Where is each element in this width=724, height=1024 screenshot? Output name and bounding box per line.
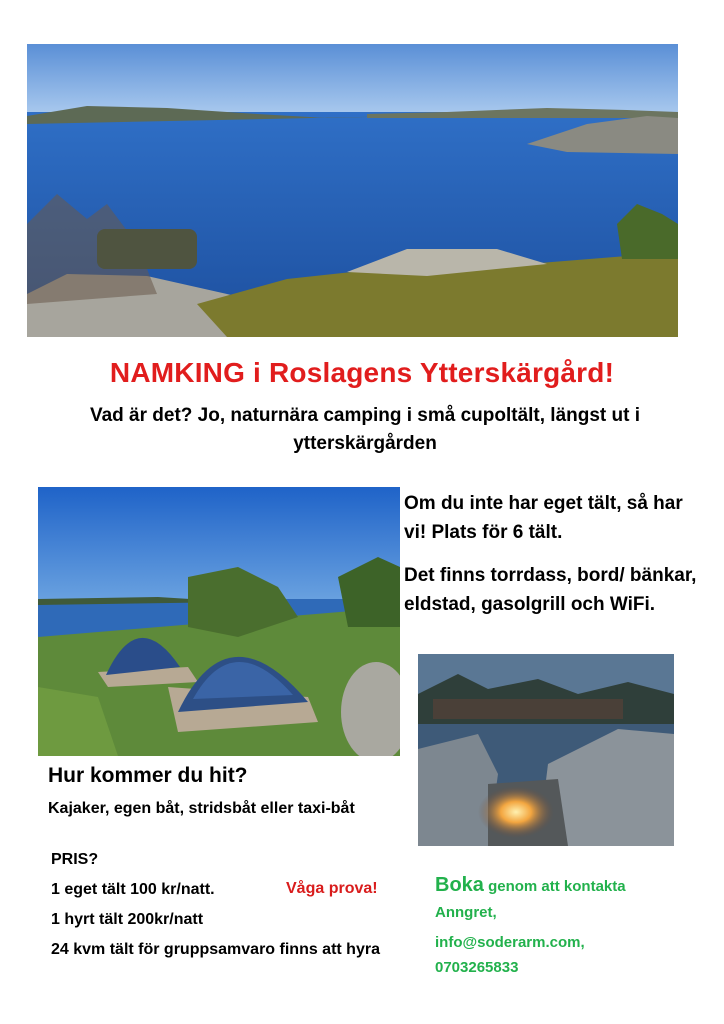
price-heading: PRIS? bbox=[51, 851, 99, 868]
contact-details bbox=[435, 930, 705, 980]
own-tent-info: Om du inte har eget tält, så har vi! Plats för 6 tält. bbox=[404, 493, 683, 543]
booking-word: Boka bbox=[435, 874, 484, 896]
price-group-tent: 24 kvm tält för gruppsamvaro finns att hyra bbox=[51, 941, 380, 958]
dare-to-try-callout: Våga prova! bbox=[286, 880, 378, 897]
booking-info bbox=[435, 872, 705, 926]
facilities-info: Det finns torrdass, bord/ bänkar, eldstad, gasolgrill och WiFi. bbox=[404, 565, 697, 615]
how-to-get-here-heading: Hur kommer du hit? bbox=[48, 764, 248, 787]
how-to-get-here-text: Kajaker, egen båt, stridsbåt eller taxi-båt bbox=[48, 800, 355, 817]
price-rented-tent: 1 hyrt tält 200kr/natt bbox=[51, 911, 204, 928]
contact-phone[interactable]: 0703265833 bbox=[435, 959, 519, 976]
page-subtitle: Vad är det? Jo, naturnära camping i små cupoltält, längst ut i ytterskärgården bbox=[89, 405, 641, 454]
campfire-photo bbox=[418, 654, 674, 846]
booking-text: genom att kontakta bbox=[488, 878, 626, 895]
booking-contact-name: Anngret, bbox=[435, 904, 497, 921]
tent-camp-photo bbox=[38, 487, 400, 756]
archipelago-photo bbox=[27, 44, 678, 337]
contact-email[interactable]: info@soderarm.com, bbox=[435, 934, 585, 951]
page-title: NAMKING i Roslagens Ytterskärgård! bbox=[109, 357, 615, 388]
price-own-tent: 1 eget tält 100 kr/natt. bbox=[51, 881, 215, 898]
